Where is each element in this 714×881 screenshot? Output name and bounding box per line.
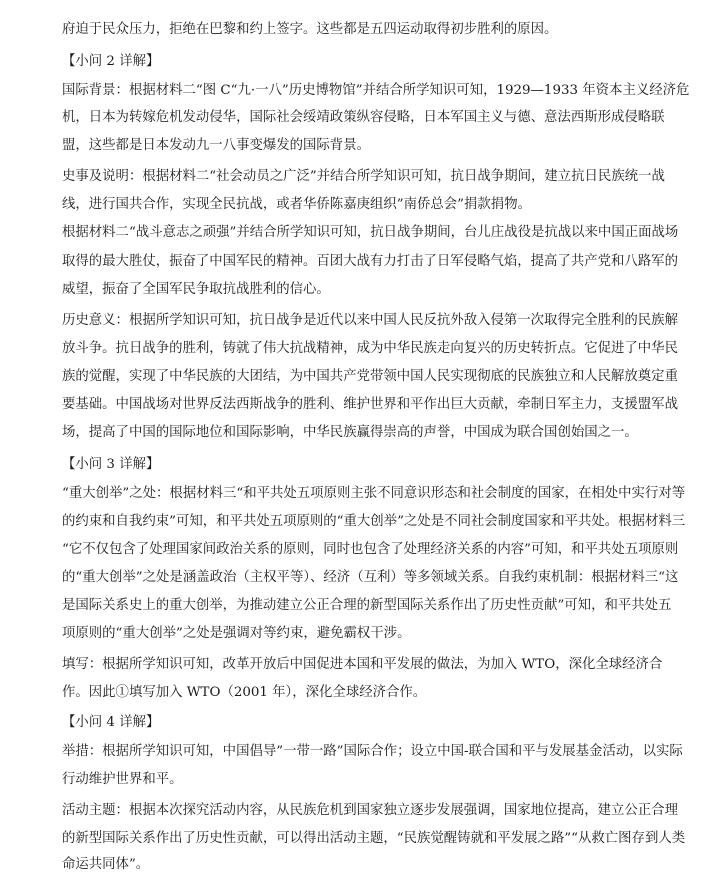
paragraph-line: 盟，这些都是日本发动九一八事变爆发的国际背景。 bbox=[62, 138, 370, 153]
paragraph-line: 是国际关系史上的重大创举，为推动建立公正合理的新型国际关系作出了历史性贡献”可知，和平共处五 bbox=[62, 598, 672, 613]
paragraph-line: 举措：根据所学知识可知，中国倡导”一带一路”国际合作；设立中国-联合国和平与发展基金活动，以实际 bbox=[62, 744, 683, 759]
paragraph-line: 命运共同体”。 bbox=[62, 857, 150, 872]
paragraph-line: 族的觉醒，实现了中华民族的大团结，为中国共产党带领中国人民实现彻底的民族独立和人民解放奠定重 bbox=[62, 369, 678, 384]
paragraph-line: 威望，振奋了全国军民争取抗战胜利的信心。 bbox=[62, 282, 330, 297]
paragraph-line: 作。因此①填写加入 WTO（2001 年），深化全球经济合作。 bbox=[62, 685, 427, 700]
paragraph-line: 填写：根据所学知识可知，改革开放后中国促进本国和平发展的做法，为加入 WTO，深化全球经济合 bbox=[62, 657, 663, 672]
paragraph-line: 历史意义：根据所学知识可知，抗日战争是近代以来中国人民反抗外敌入侵第一次取得完全胜利的民族解 bbox=[62, 313, 678, 328]
paragraph-line: 取得的最大胜仗，振奋了中国军民的精神。百团大战有力打击了日军侵略气焰，提高了共产党和八路军的 bbox=[62, 254, 678, 269]
paragraph-line: 活动主题：根据本次探究活动内容，从民族危机到国家独立逐步发展强调，国家地位提高，建立公正合理 bbox=[62, 803, 678, 818]
paragraph-line: 的“重大创举”之处是涵盖政治（主权平等）、经济（互利）等多领域关系。自我约束机制：根据材料三“这 bbox=[62, 570, 679, 585]
paragraph-line: 项原则的“重大创举”之处是强调对等约束，避免霸权干涉。 bbox=[62, 626, 411, 641]
paragraph-line: 线，进行国共合作，实现全民抗战，或者华侨陈嘉庚组织”南侨总会”捐款捐物。 bbox=[62, 197, 531, 212]
paragraph-line: 根据材料二“战斗意志之顽强”并结合所学知识可知，抗日战争期间，台儿庄战役是抗战以来中国正面战场 bbox=[62, 225, 679, 240]
section-heading: 【小问 2 详解】 bbox=[62, 54, 160, 69]
paragraph-line: 府迫于民众压力，拒绝在巴黎和约上签字。这些都是五四运动取得初步胜利的原因。 bbox=[62, 22, 558, 37]
paragraph-line: 放斗争。抗日战争的胜利，铸就了伟大抗战精神，成为中华民族走向复兴的历史转折点。它促进了中华民 bbox=[62, 341, 678, 356]
section-heading: 【小问 4 详解】 bbox=[62, 715, 160, 730]
paragraph-line: 行动维护世界和平。 bbox=[62, 772, 183, 787]
paragraph-line: 的新型国际关系作出了历史性贡献，可以得出活动主题，“民族觉醒铸就和平发展之路”“从救亡图存到人类 bbox=[62, 831, 686, 846]
section-heading: 【小问 3 详解】 bbox=[62, 457, 160, 472]
paragraph-line: “重大创举”之处：根据材料三“和平共处五项原则主张不同意识形态和社会制度的国家，在相处中实行对等 bbox=[62, 486, 686, 501]
paragraph-line: 史事及说明：根据材料二“社会动员之广泛”并结合所学知识可知，抗日战争期间，建立抗日民族统一战 bbox=[62, 169, 665, 184]
paragraph-line: 要基础。中国战场对世界反法西斯战争的胜利、维护世界和平作出巨大贡献，牵制日军主力，支援盟军战 bbox=[62, 397, 678, 412]
paragraph-line: 机，日本为转嫁危机发动侵华，国际社会绥靖政策纵容侵略，日本军国主义与德、意法西斯形成侵略联 bbox=[62, 110, 665, 125]
paragraph-line: 场，提高了中国的国际地位和国际影响，中华民族赢得崇高的声誉，中国成为联合国创始国之一。 bbox=[62, 425, 638, 440]
paragraph-line: 国际背景：根据材料二“图 C“九·一八”历史博物馆”并结合所学知识可知，1929—1933 年资本主义经济危 bbox=[62, 83, 690, 98]
paragraph-line: “它不仅包含了处理国家间政治关系的原则，同时也包含了处理经济关系的内容”可知，和平共处五项原则 bbox=[62, 542, 679, 557]
paragraph-line: 的约束和自我约束”可知，和平共处五项原则的“重大创举”之处是不同社会制度国家和平共处。根据材料三 bbox=[62, 514, 686, 529]
